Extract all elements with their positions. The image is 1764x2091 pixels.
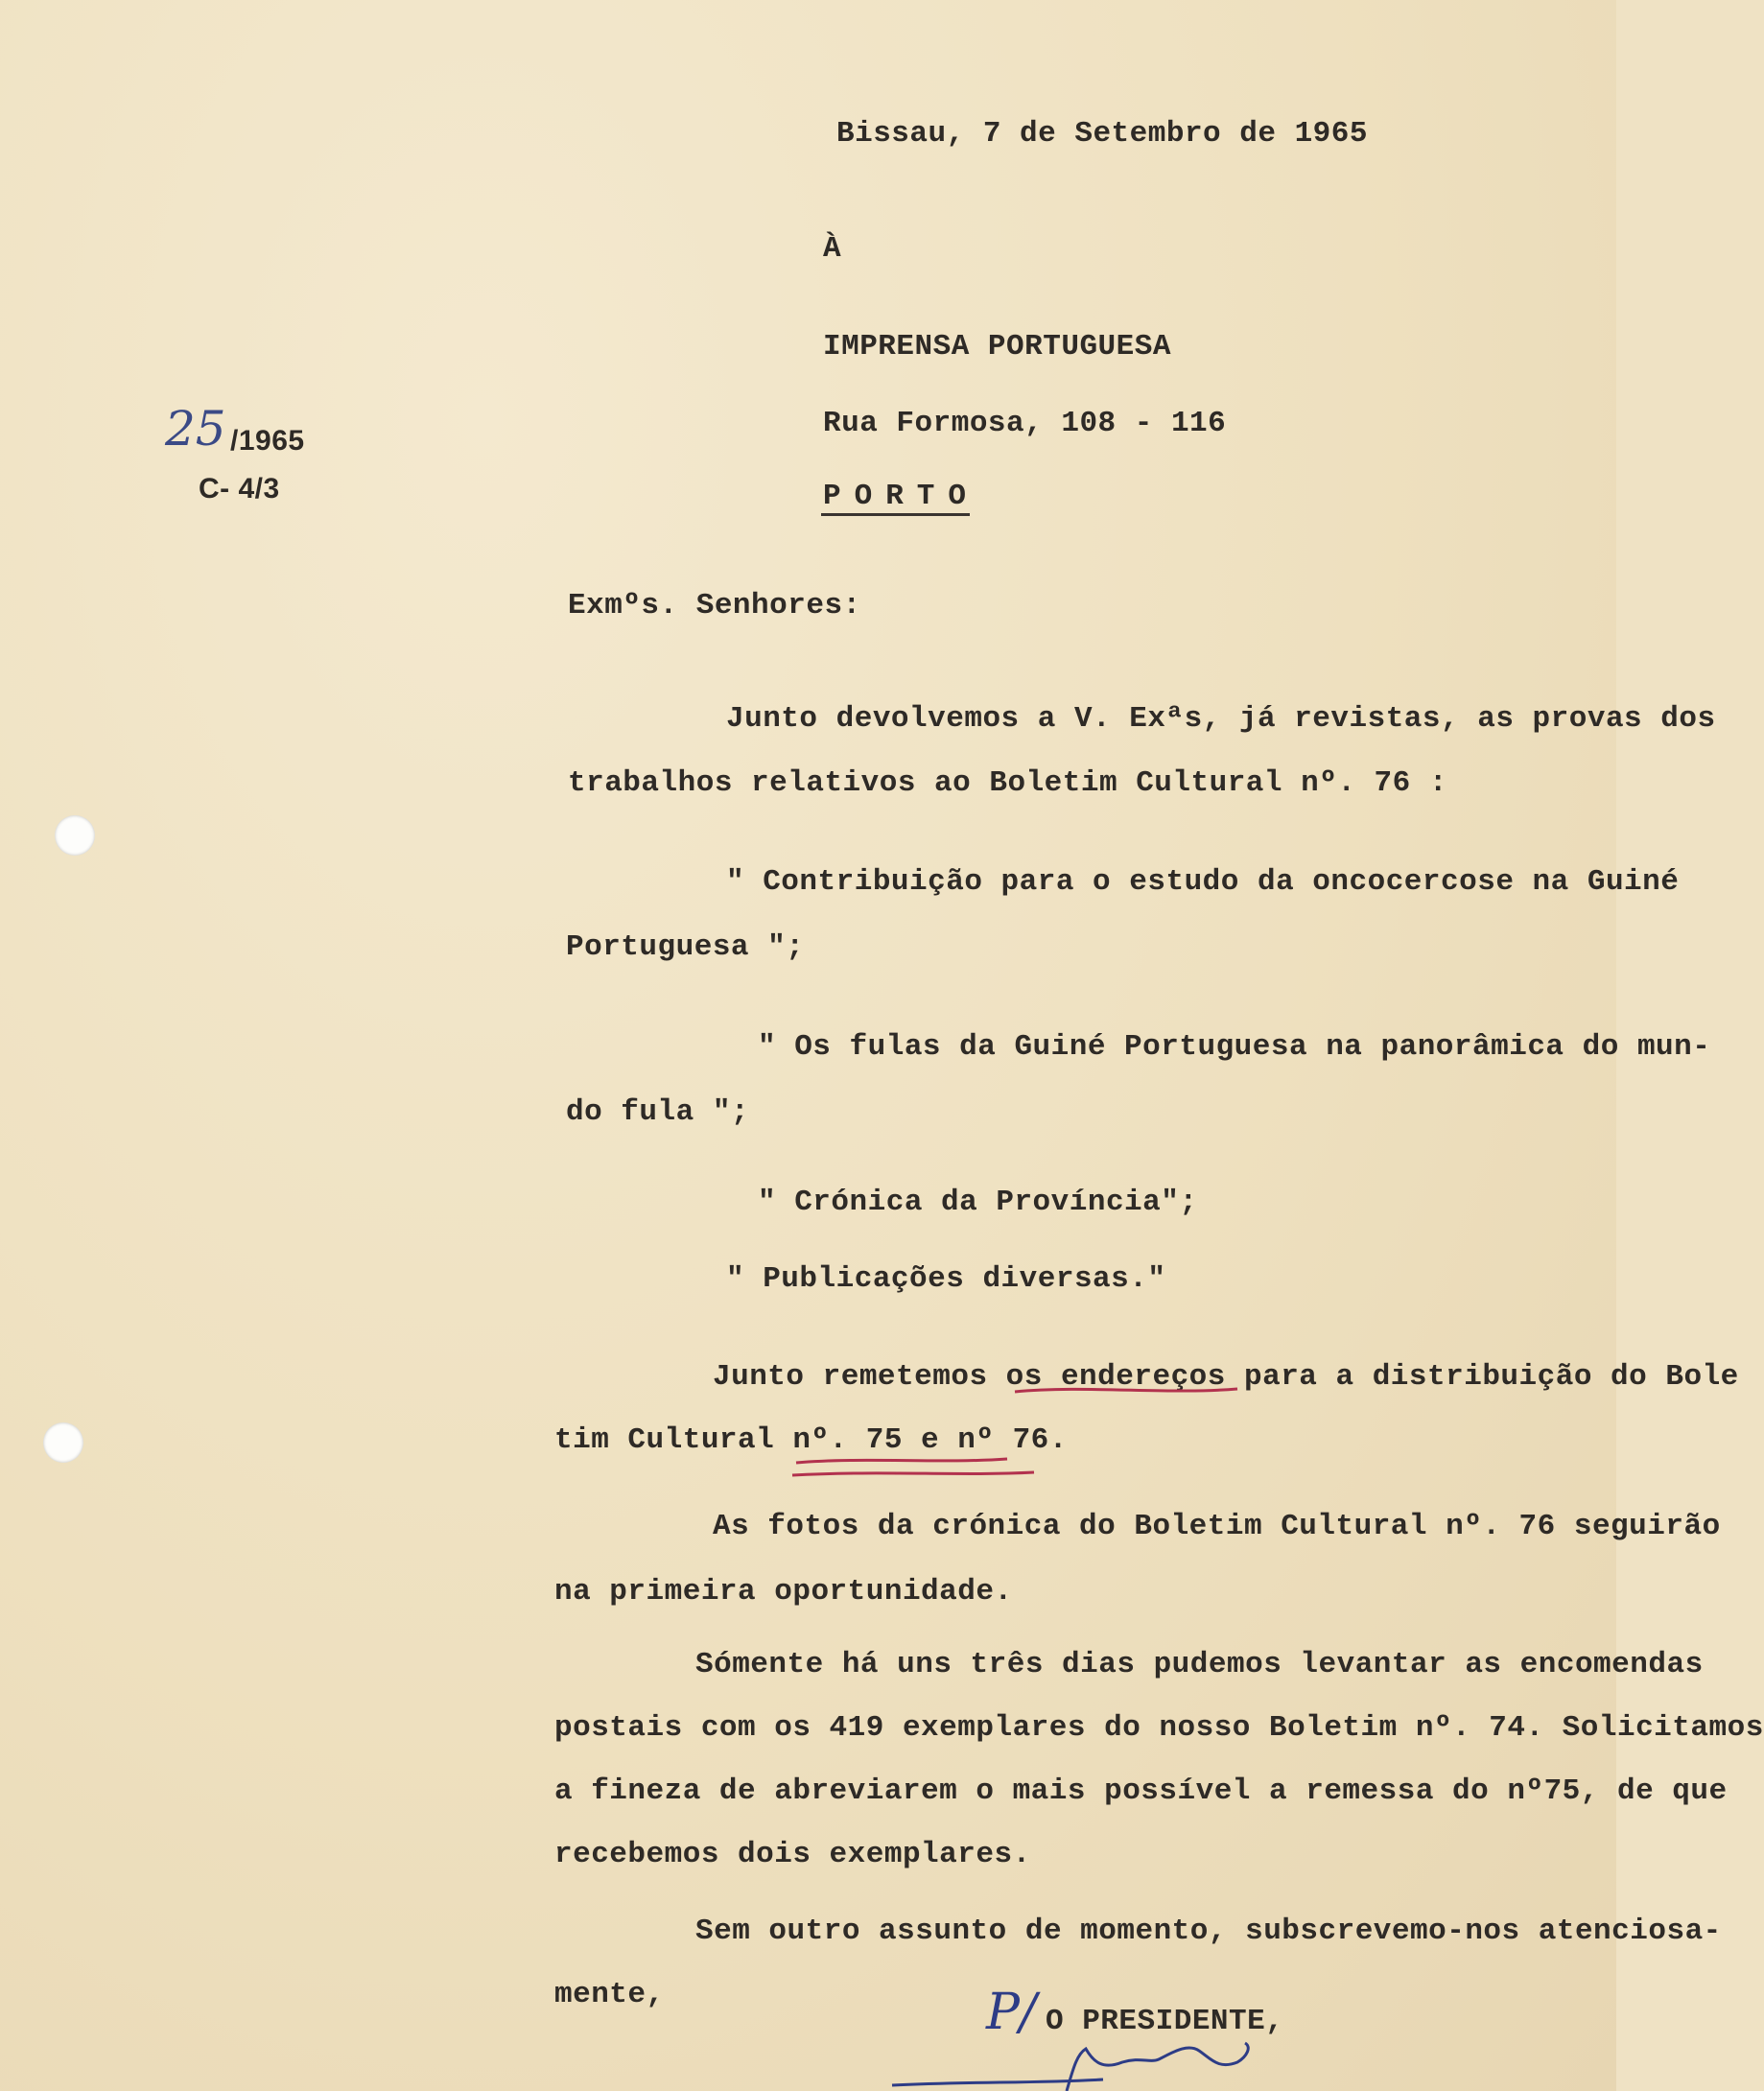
signature-title: O PRESIDENTE, bbox=[1046, 2005, 1284, 2038]
body-line: a fineza de abreviarem o mais possível a remessa do nº75, de que bbox=[554, 1774, 1728, 1808]
body-line: Sem outro assunto de momento, subscrevemo-nos atenciosa- bbox=[695, 1915, 1722, 1948]
body-line: mente, bbox=[554, 1978, 665, 2011]
body-line: Junto devolvemos a V. Exªs, já revistas, as provas dos bbox=[726, 702, 1716, 736]
salutation: Exmºs. Senhores: bbox=[568, 589, 861, 623]
body-line: Sómente há uns três dias pudemos levantar as encomendas bbox=[695, 1648, 1704, 1681]
signature-prefix: P/ bbox=[986, 1984, 1037, 2041]
title-line: do fula "; bbox=[566, 1095, 750, 1129]
punch-hole-bottom bbox=[43, 1422, 83, 1463]
reference-code: C- 4/3 bbox=[199, 473, 280, 505]
punch-hole-top bbox=[55, 815, 95, 856]
body-line: As fotos da crónica do Boletim Cultural nº. 76 seguirão bbox=[713, 1510, 1721, 1543]
body-line: postais com os 419 exemplares do nosso Boletim nº. 74. Solicitamos bbox=[554, 1711, 1764, 1745]
recipient-street: Rua Formosa, 108 - 116 bbox=[823, 407, 1227, 440]
title-line: Portuguesa "; bbox=[566, 930, 805, 964]
recipient-city: PORTO bbox=[823, 480, 980, 513]
signature-underline bbox=[892, 2079, 1103, 2085]
reference-year: /1965 bbox=[230, 425, 305, 457]
handwritten-signature bbox=[1067, 2043, 1248, 2091]
title-line: " Crónica da Província"; bbox=[758, 1186, 1198, 1219]
red-underline-numbers-2 bbox=[792, 1472, 1034, 1475]
body-line: Junto remetemos os endereços para a distribuição do Bole bbox=[713, 1360, 1739, 1394]
title-line: " Contribuição para o estudo da oncocercose na Guiné bbox=[726, 865, 1680, 899]
body-line: tim Cultural nº. 75 e nº 76. bbox=[554, 1423, 1068, 1457]
recipient-name: IMPRENSA PORTUGUESA bbox=[823, 330, 1171, 364]
reference-number: 25 bbox=[165, 401, 226, 457]
place-date: Bissau, 7 de Setembro de 1965 bbox=[836, 117, 1368, 151]
title-line: " Publicações diversas." bbox=[726, 1262, 1166, 1296]
body-line: recebemos dois exemplares. bbox=[554, 1838, 1031, 1871]
body-line: na primeira oportunidade. bbox=[554, 1575, 1013, 1609]
city-underline bbox=[821, 513, 970, 516]
to-prefix: À bbox=[823, 232, 842, 266]
body-line: trabalhos relativos ao Boletim Cultural nº. 76 : bbox=[568, 766, 1447, 800]
title-line: " Os fulas da Guiné Portuguesa na panorâmica do mun- bbox=[758, 1030, 1711, 1064]
